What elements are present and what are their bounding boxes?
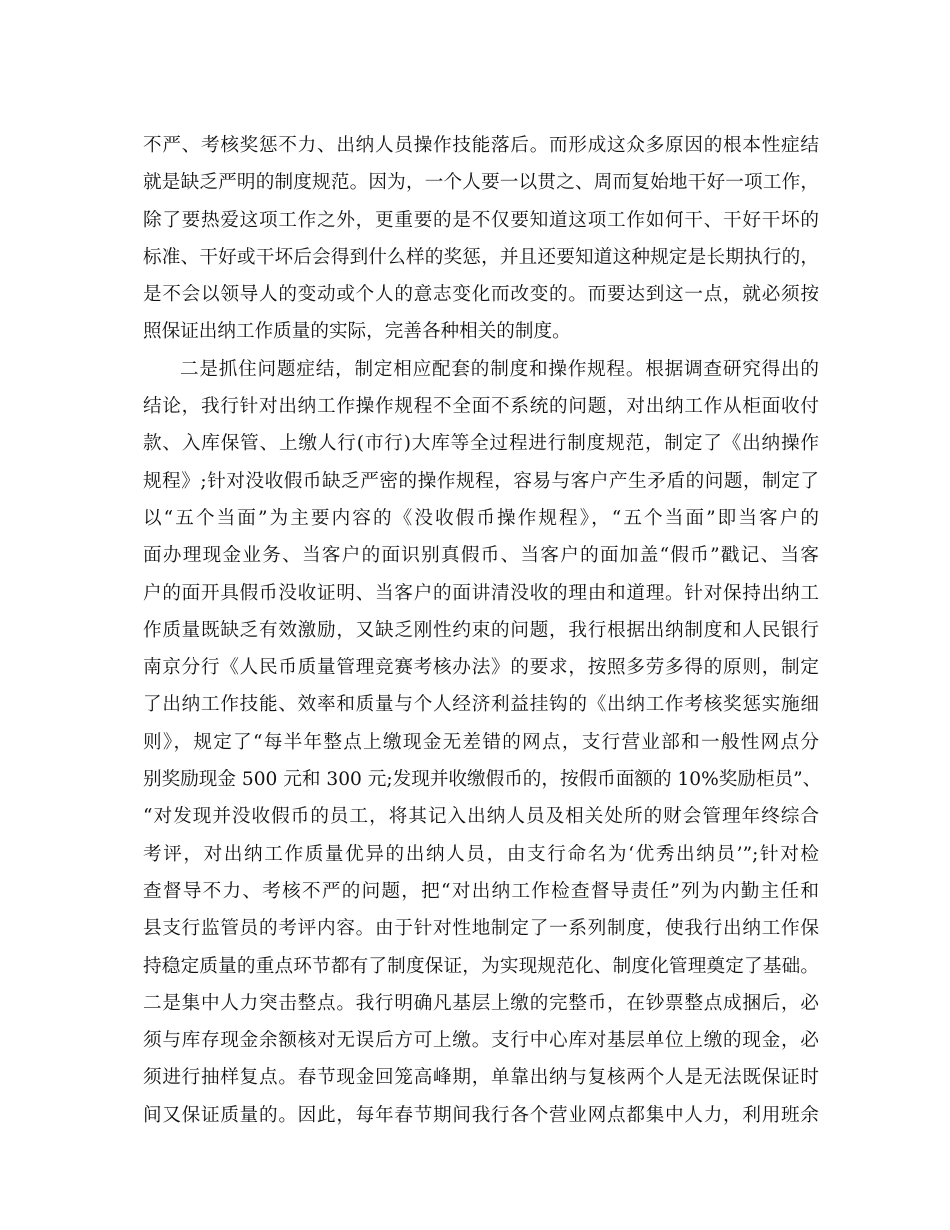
text-line: 不严、考核奖惩不力、出纳人员操作技能落后。而形成这众多原因的根本性症结 xyxy=(143,135,819,156)
text-line: 除了要热爱这项工作之外，更重要的是不仅要知道这项工作如何干、干好干坏的 xyxy=(143,209,819,231)
text-line: 规程》;针对没收假币缺乏严密的操作规程，容易与客户产生矛盾的问题，制定了 xyxy=(143,470,819,492)
text-line: 照保证出纳工作质量的实际，完善各种相关的制度。 xyxy=(143,321,571,343)
text-line: 了出纳工作技能、效率和质量与个人经济利益挂钩的《出纳工作考核奖惩实施细 xyxy=(143,694,819,716)
text-line: 款、入库保管、上缴人行(市行)大库等全过程进行制度规范，制定了《出纳操作 xyxy=(143,433,819,455)
body-text xyxy=(143,127,822,1134)
text-line: 标准、干好或干坏后会得到什么样的奖惩，并且还要知道这种规定是长期执行的， xyxy=(143,246,819,268)
text-line: 别奖励现金 500 元和 300 元;发现并收缴假币的，按假币面额的 10%奖励柜员”、 xyxy=(143,769,822,791)
text-line: 则》，规定了“每半年整点上缴现金无差错的网点，支行营业部和一般性网点分 xyxy=(143,731,819,753)
text-line: 户的面开具假币没收证明、当客户的面讲清没收的理由和道理。针对保持出纳工 xyxy=(143,582,819,604)
text-line: “对发现并没收假币的员工，将其记入出纳人员及相关处所的财会管理年终综合 xyxy=(143,806,819,828)
text-line: 以“五个当面”为主要内容的《没收假币操作规程》，“五个当面”即当客户的 xyxy=(143,507,819,529)
text-line: 就是缺乏严明的制度规范。因为，一个人要一以贯之、周而复始地干好一项工作， xyxy=(143,172,819,194)
text-line: 持稳定质量的重点环节都有了制度保证，为实现规范化、制度化管理奠定了基础。 xyxy=(143,955,819,977)
text-line: 南京分行《人民币质量管理竞赛考核办法》的要求，按照多劳多得的原则，制定 xyxy=(143,657,819,679)
text-line: 结论，我行针对出纳工作操作规程不全面不系统的问题，对出纳工作从柜面收付 xyxy=(143,396,819,418)
text-line: 是不会以领导人的变动或个人的意志变化而改变的。而要达到这一点，就必须按 xyxy=(143,284,819,306)
text-line: 二是抓住问题症结，制定相应配套的制度和操作规程。根据调查研究得出的 xyxy=(180,358,819,380)
text-line: 面办理现金业务、当客户的面识别真假币、当客户的面加盖“假币”戳记、当客 xyxy=(143,545,819,567)
text-line: 二是集中人力突击整点。我行明确凡基层上缴的完整币，在钞票整点成捆后，必 xyxy=(143,992,819,1014)
text-line: 间又保证质量的。因此，每年春节期间我行各个营业网点都集中人力，利用班余 xyxy=(143,1104,819,1126)
text-line: 须进行抽样复点。春节现金回笼高峰期，单靠出纳与复核两个人是无法既保证时 xyxy=(143,1067,819,1089)
text-line: 考评，对出纳工作质量优异的出纳人员，由支行命名为‘优秀出纳员’”;针对检 xyxy=(143,843,819,865)
text-line: 作质量既缺乏有效激励，又缺乏刚性约束的问题，我行根据出纳制度和人民银行 xyxy=(143,619,819,641)
text-line: 县支行监管员的考评内容。由于针对性地制定了一系列制度，使我行出纳工作保 xyxy=(143,918,819,940)
text-line: 查督导不力、考核不严的问题，把“对出纳工作检查督导责任”列为内勤主任和 xyxy=(143,880,819,902)
text-line: 须与库存现金余额核对无误后方可上缴。支行中心库对基层单位上缴的现金，必 xyxy=(143,1030,819,1052)
